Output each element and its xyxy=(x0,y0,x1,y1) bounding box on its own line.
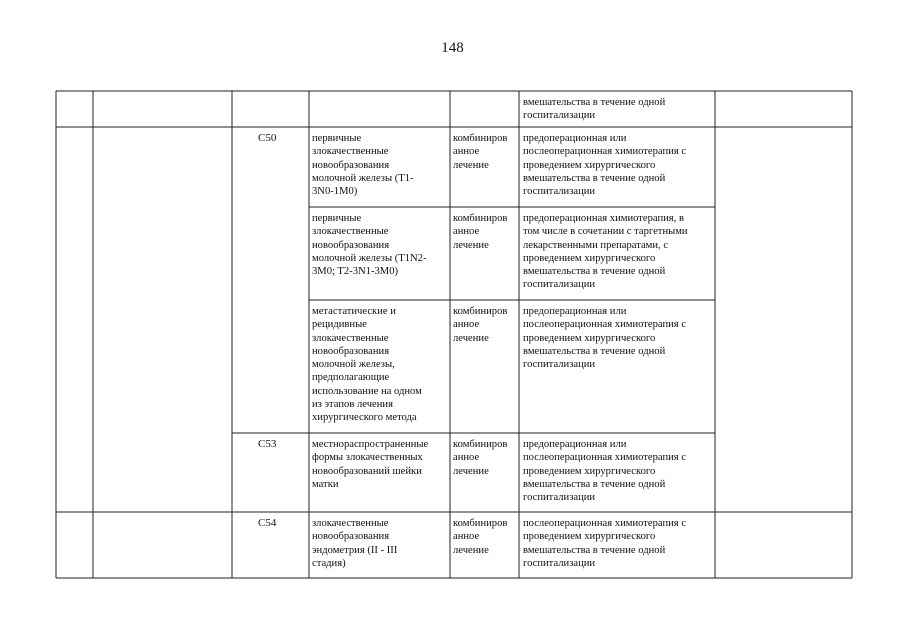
code-cell: C50 xyxy=(258,132,277,144)
diagnosis-cell: местнораспространенные формы злокачественных новообразований шейки матки xyxy=(312,439,429,490)
diagnosis-cell: метастатические и рецидивные злокачественные новообразования молочной железы, предполагающие использование на одном из этапов лечения хирургического метода xyxy=(312,306,422,424)
method-cell: предоперационная или послеоперационная химиотерапия с проведением хирургического вмешательства в течение одной госпитализации xyxy=(523,133,687,198)
diagnosis-cell: первичные злокачественные новообразования молочной железы (T1N2- 3M0; T2-3N1-3M0) xyxy=(312,213,427,278)
treatment-cell: комбиниров анное лечение xyxy=(453,133,508,171)
code-cell: C53 xyxy=(258,438,277,450)
method-cell: предоперационная или послеоперационная химиотерапия с проведением хирургического вмешательства в течение одной госпитализации xyxy=(523,439,687,504)
method-cell: предоперационная или послеоперационная химиотерапия с проведением хирургического вмешательства в течение одной госпитализации xyxy=(523,306,687,371)
method-cell: послеоперационная химиотерапия с проведением хирургического вмешательства в течение одной госпитализации xyxy=(523,518,687,569)
treatment-cell: комбиниров анное лечение xyxy=(453,306,508,344)
diagnosis-cell: злокачественные новообразования эндометрия (II - III стадия) xyxy=(312,518,398,569)
page-number: 148 xyxy=(441,40,464,56)
treatment-cell: комбиниров анное лечение xyxy=(453,213,508,251)
method-cell: предоперационная химиотерапия, в том числе в сочетании с таргетными лекарственными препаратами, с проведением хирургического вмешательства в течение одной госпитализации xyxy=(523,213,688,291)
diagnosis-cell: первичные злокачественные новообразования молочной железы (T1- 3N0-1M0) xyxy=(312,133,414,198)
treatment-cell: комбиниров анное лечение xyxy=(453,439,508,477)
code-cell: C54 xyxy=(258,517,277,529)
continued-method-cell: вмешательства в течение одной госпитализации xyxy=(523,97,666,122)
treatment-cell: комбиниров анное лечение xyxy=(453,518,508,556)
